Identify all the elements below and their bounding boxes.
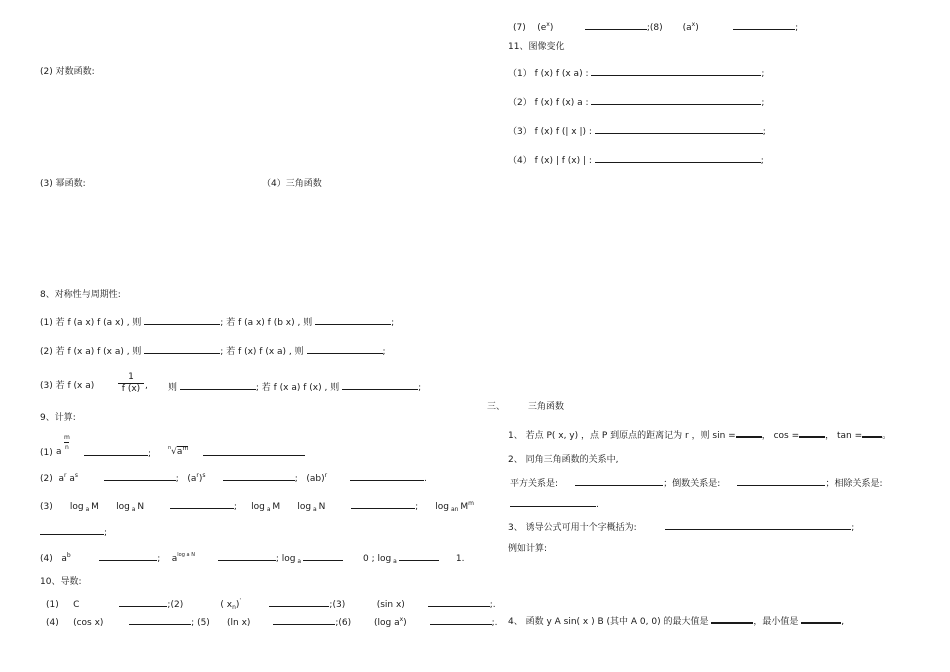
answer-blank[interactable]	[736, 428, 762, 438]
compute-1-power: a	[56, 447, 62, 457]
compute-1-label: (1)	[40, 448, 53, 458]
answer-blank[interactable]	[711, 614, 753, 624]
trig-item-1: 1、 若点 P( x, y) ，点 P 到原点的距离记为 r ，则 sin = ， cos = ， tan = 。	[508, 428, 891, 442]
derivative-title: 10、导数:	[40, 577, 82, 587]
derivative-line-3: (7) $(e^x)$ ;(8) $(a^x)$ ;	[513, 21, 799, 33]
comma: ,	[145, 381, 148, 391]
trig-relations: 平方关系是: ；倒数关系是: ；相除关系是:	[510, 479, 883, 489]
answer-blank[interactable]	[223, 472, 295, 481]
trig-item-4: 4、 函数 y A sin( x ) B (其中 A 0, 0) 的最大值是 ，最小值是 ,	[508, 614, 844, 628]
compute-4: (4) $a^b$ ; $a^{log a N}$ ; log $_a$ 0 ; log $_a$ 1.	[40, 552, 465, 565]
answer-blank[interactable]	[119, 598, 167, 607]
compute-3-cont: ;	[40, 526, 107, 539]
answer-blank[interactable]	[737, 477, 825, 486]
symmetry-line-3-tail: 则 ; 若 f (x a) f (x) , 则 ;	[168, 383, 422, 393]
answer-blank[interactable]	[129, 616, 191, 625]
fraction-exponent: m n	[64, 434, 70, 451]
answer-blank[interactable]	[428, 598, 490, 607]
compute-2: (2) $a^r$ $a^s$ ; $(a^r)^s$ ; (ab)$^r$ .	[40, 472, 427, 484]
answer-blank[interactable]	[665, 521, 851, 530]
section-3-title: 三角函数	[528, 402, 565, 412]
answer-blank[interactable]	[510, 498, 596, 507]
answer-blank[interactable]	[273, 616, 335, 625]
fraction-one-over-fx: 1 f (x)	[118, 372, 144, 395]
derivative-line-1: (1) C ;(2) ( $x_n)'$ ;(3) (sin x) ;.	[46, 598, 496, 611]
answer-blank[interactable]	[591, 67, 761, 76]
symmetry-period-title: 8、对称性与周期性:	[40, 290, 121, 300]
answer-blank[interactable]	[801, 614, 841, 624]
trig-item-3: 3、 诱导公式可用十个字概括为: ;	[508, 523, 855, 533]
answer-blank[interactable]	[40, 526, 104, 535]
answer-blank[interactable]	[218, 552, 276, 561]
answer-blank[interactable]	[591, 96, 761, 105]
answer-blank[interactable]	[180, 381, 256, 390]
log-function-heading: (2) 对数函数:	[40, 67, 95, 77]
trig-relations-cont: .	[510, 498, 599, 511]
compute-1-root: $^n√a^m$	[168, 445, 189, 457]
answer-blank[interactable]	[315, 316, 391, 325]
answer-blank[interactable]	[430, 616, 492, 625]
answer-blank[interactable]	[84, 447, 148, 456]
answer-blank[interactable]	[799, 428, 825, 438]
answer-blank[interactable]	[585, 21, 647, 30]
derivative-line-2: (4) (cos x) ; (5) (ln x) ;(6) (log $a^x$) ;.	[46, 616, 498, 628]
trig-item-2: 2、 同角三角函数的关系中,	[508, 455, 619, 465]
answer-blank[interactable]	[862, 428, 882, 438]
graph-transform-3: （3） f (x) f (| x |) : ;	[508, 127, 766, 137]
answer-blank[interactable]	[269, 598, 329, 607]
example-label: 例如计算:	[508, 544, 548, 554]
answer-blank[interactable]	[595, 125, 763, 134]
symmetry-line-3-lead: (3) 若 f (x a)	[40, 381, 95, 391]
graph-transform-4: （4） f (x) | f (x) | : ;	[508, 156, 764, 166]
answer-blank[interactable]	[144, 345, 220, 354]
graph-transform-title: 11、图像变化	[508, 42, 565, 52]
answer-blank[interactable]	[399, 552, 439, 561]
answer-blank[interactable]	[575, 477, 663, 486]
answer-blank[interactable]	[342, 381, 418, 390]
power-function-heading: (3) 幂函数:	[40, 179, 86, 189]
symmetry-line-1: (1) 若 f (a x) f (a x) , 则 ; 若 f (a x) f (b x) , 则 ;	[40, 318, 395, 328]
answer-blank[interactable]	[733, 21, 795, 30]
answer-blank[interactable]	[144, 316, 220, 325]
compute-1-blank-2	[203, 447, 305, 460]
compute-1-blank: ;	[84, 447, 151, 460]
symmetry-line-2: (2) 若 f (x a) f (x a) , 则 ; 若 f (x) f (x a) , 则 ;	[40, 347, 386, 357]
answer-blank[interactable]	[350, 472, 424, 481]
compute-3: (3) log $_a$ M log $_a$ N ; log $_a$ M log $_a$ N ; log $_{an}$ $M^m$	[40, 500, 474, 513]
compute-title: 9、计算:	[40, 413, 76, 423]
graph-transform-1: （1） f (x) f (x a) : ;	[508, 69, 765, 79]
answer-blank[interactable]	[170, 500, 234, 509]
answer-blank[interactable]	[203, 447, 305, 456]
answer-blank[interactable]	[351, 500, 415, 509]
answer-blank[interactable]	[99, 552, 157, 561]
graph-transform-2: （2） f (x) f (x) a : ;	[508, 98, 765, 108]
answer-blank[interactable]	[307, 345, 383, 354]
answer-blank[interactable]	[104, 472, 176, 481]
section-3-number: 三、	[487, 402, 506, 412]
answer-blank[interactable]	[595, 154, 761, 163]
trig-function-heading: （4）三角函数	[262, 179, 322, 189]
answer-blank[interactable]	[303, 552, 343, 561]
